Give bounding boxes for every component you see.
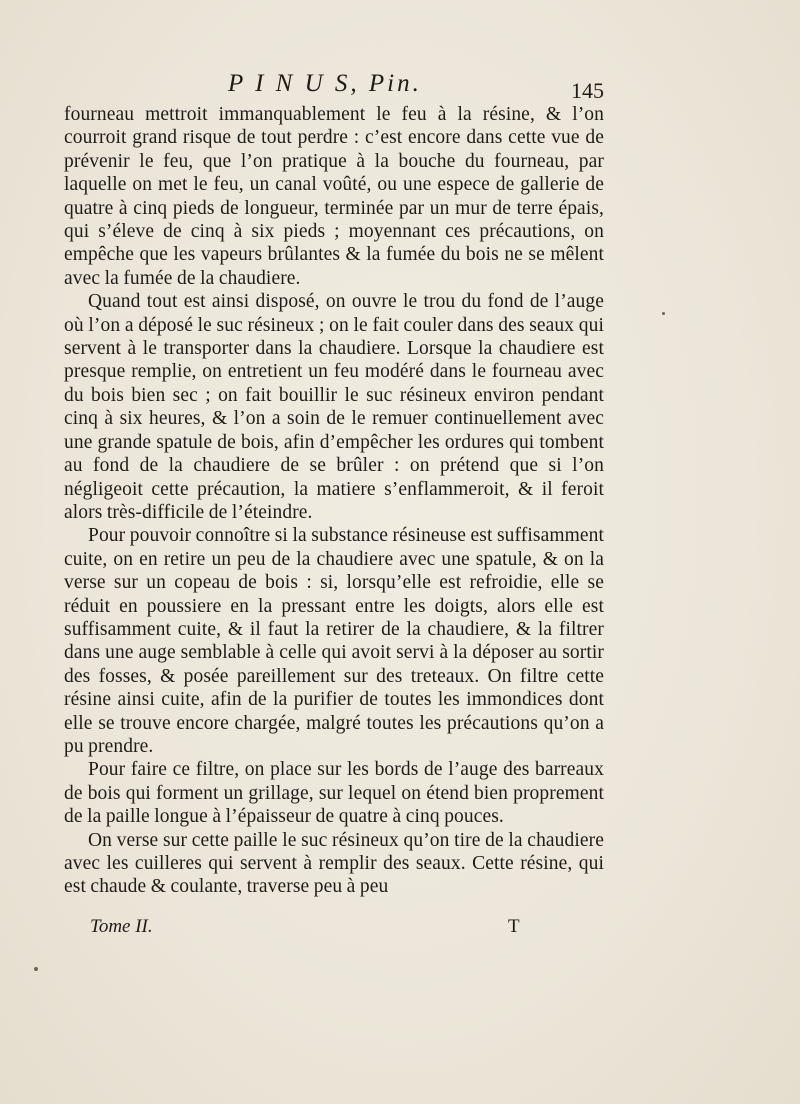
paragraph: fourneau mettroit immanquablement le feu à la résine, & l’on courroit grand risque de tout perdre : c’est encore dans cette vue de prévenir le feu, que l’on pratique à la bouche du fourneau, par laquelle on met le feu, un canal voûté, ou une espece de gallerie de quatre à cinq pieds de longueur, terminée par un mur de terre épais, qui s’éleve de cinq à six pieds ; moyennant ces précautions, on empêche que les vapeurs brûlantes & la fumée du bois ne se mêlent avec la fumée de la chaudiere. xyxy=(64,104,604,289)
signature-mark: T xyxy=(508,916,520,937)
body-text xyxy=(64,103,604,899)
paragraph: Pour pouvoir connoître si la substance résineuse est suffisamment cuite, on en retire un peu de la chaudiere avec une spatule, & on la verse sur un copeau de bois : si, lorsqu’elle est refroidie, elle se réduit en poussiere en la pressant entre les doigts, alors elle est suffisamment cuite, & il faut la retirer de la chaudiere, & la filtrer dans une auge semblable à celle qui avoit servi à la déposer au sortir des fosses, & posée pareillement sur des treteaux. On filtre cette résine ainsi cuite, afin de la purifier de toutes les immondices dont elle se trouve encore chargée, malgré toutes les précautions qu’on a pu prendre. xyxy=(64,525,604,757)
page-footer xyxy=(90,916,590,944)
paragraph: Quand tout est ainsi disposé, on ouvre le trou du fond de l’auge où l’on a déposé le suc résineux ; on le fait couler dans des seaux qui servent à le transporter dans la chaudiere. Lorsque la chaudiere est presque remplie, on entretient un feu modéré dans le fourneau avec du bois bien sec ; on fait bouillir le suc résineux environ pendant cinq à six heures, & l’on a soin de le remuer continuellement avec une grande spatule de bois, afin d’empêcher les ordures qui tombent au fond de la chaudiere de se brûler : on prétend que si l’on négligeoit cette précaution, la matiere s’enflammeroit, & il feroit alors très-difficile de l’éteindre. xyxy=(64,291,604,523)
running-title: P I N U S, Pin. xyxy=(228,70,422,97)
paragraph: Pour faire ce filtre, on place sur les bords de l’auge des barreaux de bois qui forment un grillage, sur lequel on étend bien proprement de la paille longue à l’épaisseur de quatre à cinq pouces. xyxy=(64,759,604,828)
paper-speck xyxy=(34,967,38,971)
page-number: 145 xyxy=(571,78,604,103)
page-header xyxy=(0,70,800,104)
volume-label: Tome II. xyxy=(90,916,153,937)
paper-speck xyxy=(662,312,665,315)
paragraph: On verse sur cette paille le suc résineux qu’on tire de la chaudiere avec les cuilleres qui servent à remplir des seaux. Cette résine, qui est chaude & coulante, traverse peu à peu xyxy=(64,829,604,898)
